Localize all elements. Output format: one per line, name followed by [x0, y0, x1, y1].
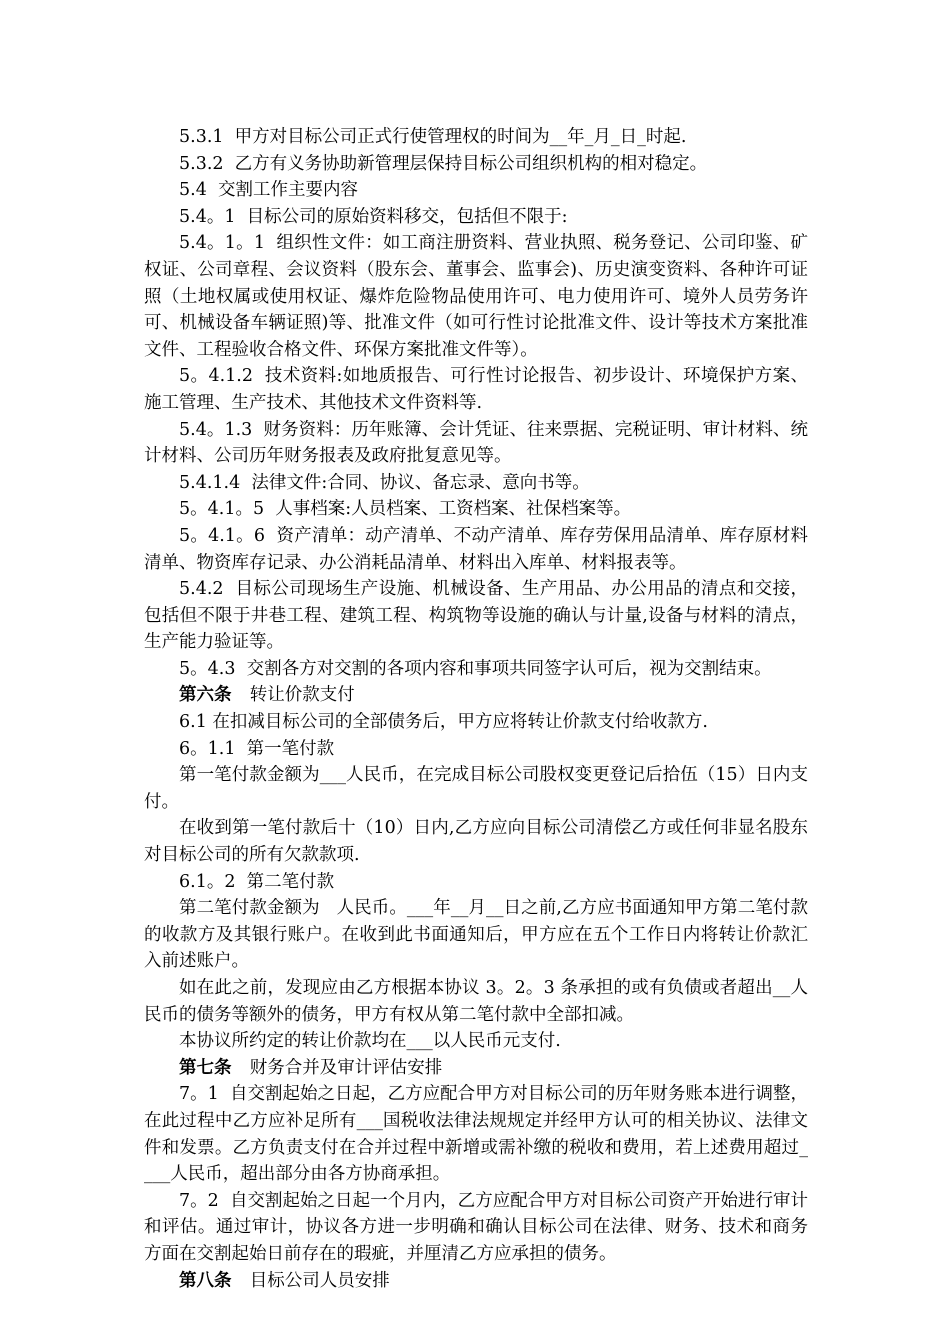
article-title: 目标公司人员安排	[249, 1270, 390, 1291]
clause-5-3-2: 5.3.2 乙方有义务协助新管理层保持目标公司组织机构的相对稳定。	[179, 153, 708, 174]
clause-5-4-1-4: 5.4.1.4 法律文件:合同、协议、备忘录、意向书等。	[179, 472, 590, 493]
clause-5-4-1-5: 5。4.1。5 人事档案:人员档案、工资档案、社保档案等。	[179, 499, 632, 520]
clause-5-4-1-2: 5。4.1.2 技术资料:如地质报告、可行性讨论报告、初步设计、环境保护方案、施工管理、生产技术、其他技术文件资料等.	[144, 366, 808, 413]
clause-5-4-1-3: 5.4。1.3 财务资料：历年账簿、会计凭证、往来票据、完税证明、审计材料、统计材料、公司历年财务报表及政府批复意见等。	[144, 419, 808, 467]
clause-5-4-1-1: 5.4。1。1 组织性文件：如工商注册资料、营业执照、税务登记、公司印鉴、矿权证、公司章程、会议资料（股东会、董事会、监事会)、历史演变资料、各种许可证照（土地权属或使用权证、爆炸危险物品使用许可、电力使用许可、境外人员劳务许可、机械设备车辆证照)等、批准文件（如可行性讨论批准文件、设计等技术方案批准文件、工程验收合格文件、环保方案批准文件等）。	[144, 233, 808, 360]
first-payment-amount: 第一笔付款金额为___人民币，在完成目标公司股权变更登记后拾伍（15）日内支付。	[144, 765, 808, 812]
clause-5-4: 5.4 交割工作主要内容	[179, 180, 358, 201]
first-payment-repayment: 在收到第一笔付款后十（10）日内,乙方应向目标公司清偿乙方或任何非显名股东对目标公司的所有欠款款项.	[144, 818, 808, 866]
document-body	[144, 124, 808, 1294]
second-payment-deduction: 如在此之前，发现应由乙方根据本协议 3。2。3 条承担的或有负债或者超出__人民币的债务等额外的债务，甲方有权从第二笔付款中全部扣减。	[144, 978, 808, 1025]
article-number: 第七条	[179, 1057, 232, 1078]
article-7-heading	[144, 1055, 808, 1082]
article-title: 转让价款支付	[249, 685, 355, 706]
article-number: 第八条	[179, 1270, 232, 1291]
clause-7-2: 7。2 自交割起始之日起一个月内，乙方应配合甲方对目标公司资产开始进行审计和评估。通过审计，协议各方进一步明确和确认目标公司在法律、财务、技术和商务方面在交割起始日前存在的瑕疵，并厘清乙方应承担的债务。	[144, 1190, 808, 1264]
clause-5-4-1: 5.4。1 目标公司的原始资料移交，包括但不限于:	[179, 206, 568, 227]
clause-6-1-1: 6。1.1 第一笔付款	[179, 738, 335, 759]
clause-5-4-1-6: 5。4.1。6 资产清单：动产清单、不动产清单、库存劳保用品清单、库存原材料清单、物资库存记录、办公消耗品清单、材料出入库单、材料报表等。	[144, 525, 808, 573]
second-payment-amount: 第二笔付款金额为 人民币。___年__月__日之前,乙方应书面通知甲方第二笔付款的收款方及其银行账户。在收到此书面通知后，甲方应在五个工作日内将转让价款汇入前述账户。	[144, 898, 808, 972]
article-number: 第六条	[179, 685, 232, 706]
payment-currency: 本协议所约定的转让价款均在___以人民币元支付.	[179, 1031, 561, 1052]
article-title: 财务合并及审计评估安排	[249, 1057, 443, 1078]
clause-6-1: 6.1 在扣减目标公司的全部债务后，甲方应将转让价款支付给收款方.	[179, 712, 708, 733]
article-6-heading	[144, 682, 808, 709]
clause-7-1: 7。1 自交割起始之日起，乙方应配合甲方对目标公司的历年财务账本进行调整，在此过程中乙方应补足所有___国税收法律法规规定并经甲方认可的相关协议、法律文件和发票。乙方负责支付在合并过程中新增或需补缴的税收和费用，若上述费用超过____人民币，超出部分由各方协商承担。	[144, 1084, 808, 1185]
article-8-heading	[144, 1268, 808, 1295]
clause-5-4-2: 5.4.2 目标公司现场生产设施、机械设备、生产用品、办公用品的清点和交接，包括但不限于井巷工程、建筑工程、构筑物等设施的确认与计量,设备与材料的清点，生产能力验证等。	[144, 579, 808, 653]
clause-5-3-1: 5.3.1 甲方对目标公司正式行使管理权的时间为__年_月_日_时起.	[179, 127, 687, 147]
clause-6-1-2: 6.1。2 第二笔付款	[179, 871, 335, 892]
clause-5-4-3: 5。4.3 交割各方对交割的各项内容和事项共同签字认可后，视为交割结束。	[179, 658, 772, 679]
